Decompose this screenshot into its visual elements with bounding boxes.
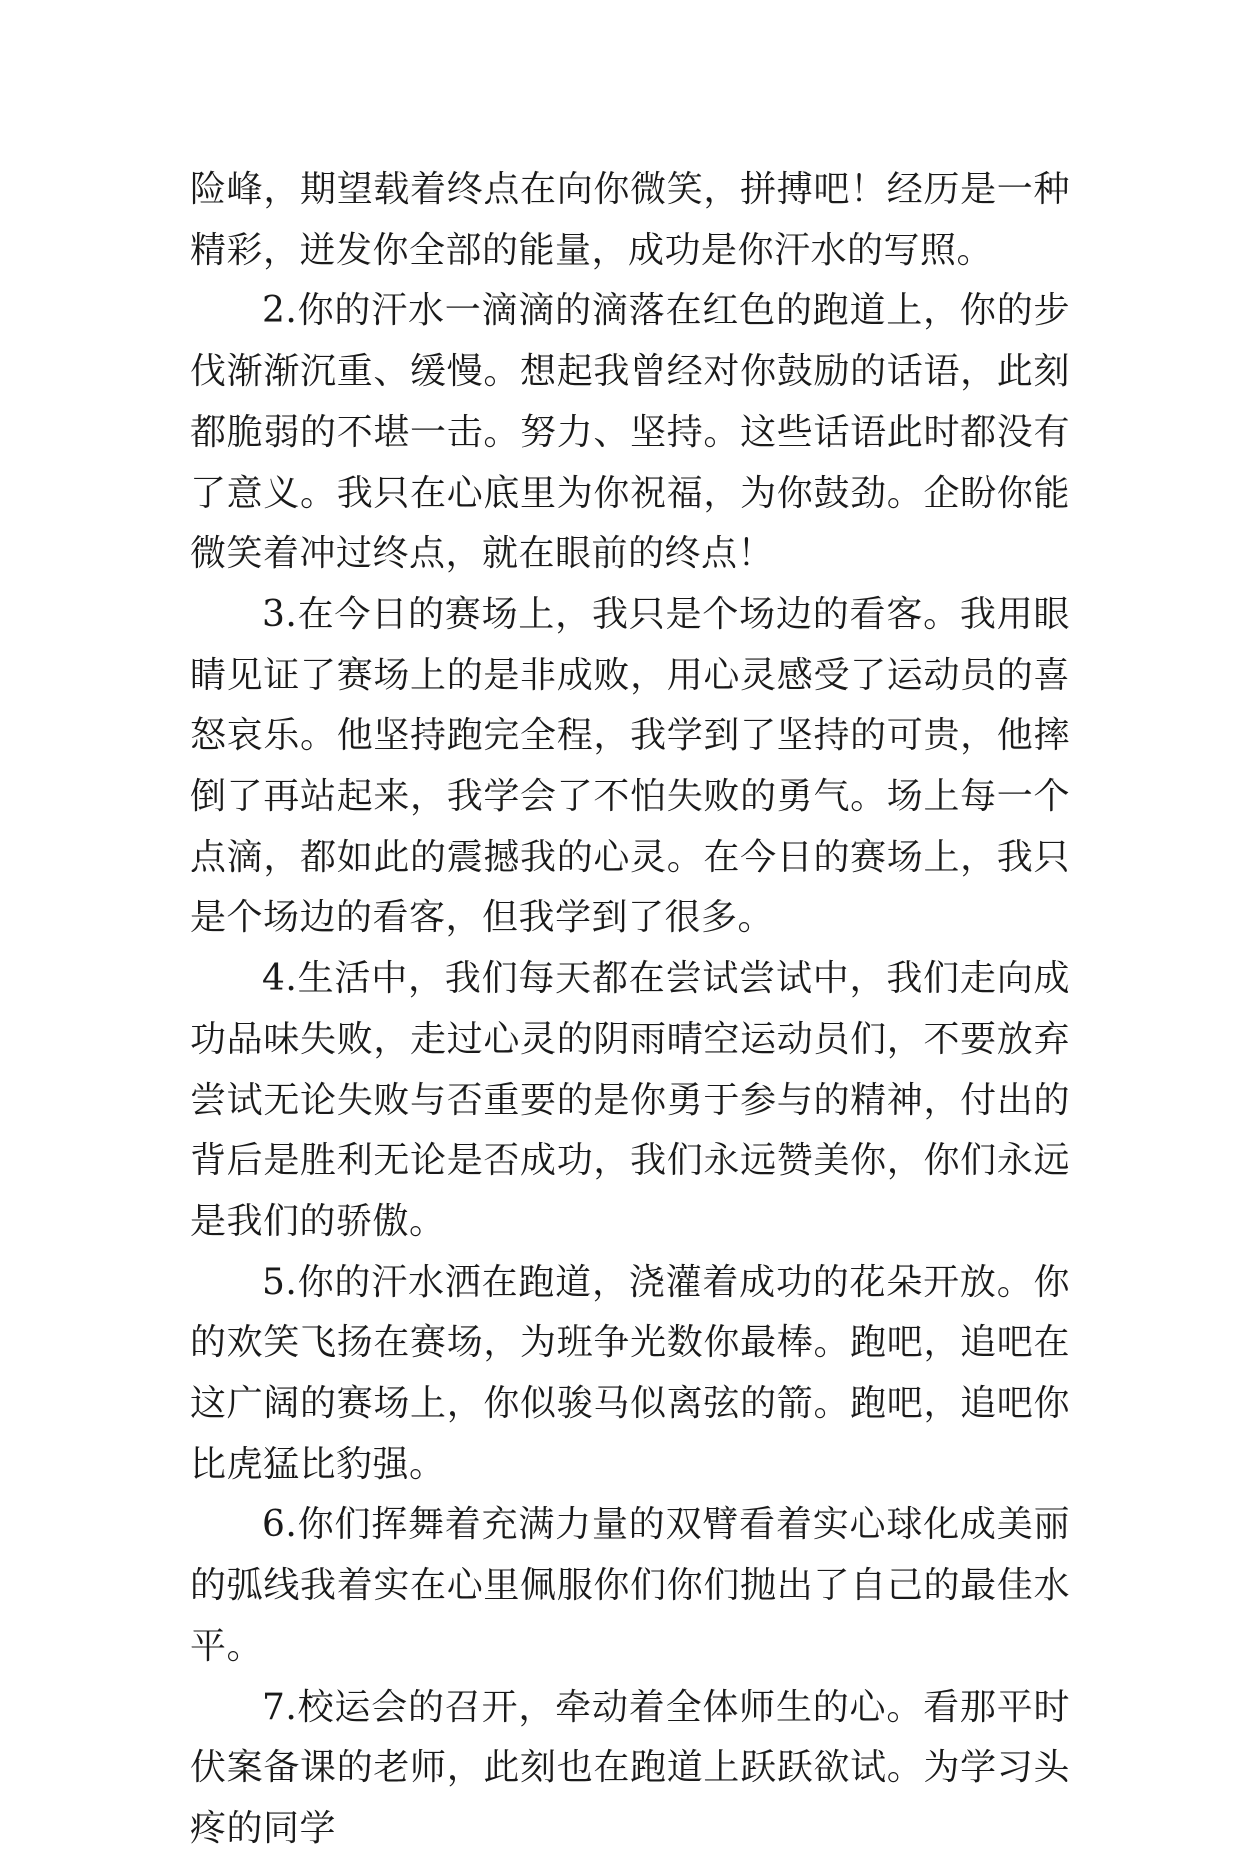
paragraph-5: 5.你的汗水洒在跑道，浇灌着成功的花朵开放。你的欢笑飞扬在赛场，为班争光数你最棒。跑吧，追吧在这广阔的赛场上，你似骏马似离弦的箭。跑吧，追吧你比虎猛比豹强。 xyxy=(190,1261,1070,1485)
paragraph-3: 3.在今日的赛场上，我只是个场边的看客。我用眼睛见证了赛场上的是非成败，用心灵感受了运动员的喜怒哀乐。他坚持跑完全程，我学到了坚持的可贵，他摔倒了再站起来，我学会了不怕失败的勇气。场上每一个点滴，都如此的震撼我的心灵。在今日的赛场上，我只是个场边的看客，但我学到了很多。 xyxy=(190,593,1070,939)
paragraph-2: 2.你的汗水一滴滴的滴落在红色的跑道上，你的步伐渐渐沉重、缓慢。想起我曾经对你鼓励的话语，此刻都脆弱的不堪一击。努力、坚持。这些话语此时都没有了意义。我只在心底里为你祝福，为你鼓劲。企盼你能微笑着冲过终点，就在眼前的终点！ xyxy=(190,290,1070,575)
paragraph-6: 6.你们挥舞着充满力量的双臂看着实心球化成美丽的弧线我着实在心里佩服你们你们抛出了自己的最佳水平。 xyxy=(190,1504,1070,1667)
paragraph-1: 险峰，期望载着终点在向你微笑，拼搏吧！经历是一种精彩，迸发你全部的能量，成功是你汗水的写照。 xyxy=(190,169,1070,271)
paragraph-4: 4.生活中，我们每天都在尝试尝试中，我们走向成功品味失败，走过心灵的阴雨晴空运动员们，不要放弃尝试无论失败与否重要的是你勇于参与的精神，付出的背后是胜利无论是否成功，我们永远赞美你，你们永远是我们的骄傲。 xyxy=(190,958,1070,1242)
paragraph-7: 7.校运会的召开，牵动着全体师生的心。看那平时伏案备课的老师，此刻也在跑道上跃跃欲试。为学习头疼的同学 xyxy=(190,1686,1070,1849)
document-body xyxy=(190,160,1070,1860)
